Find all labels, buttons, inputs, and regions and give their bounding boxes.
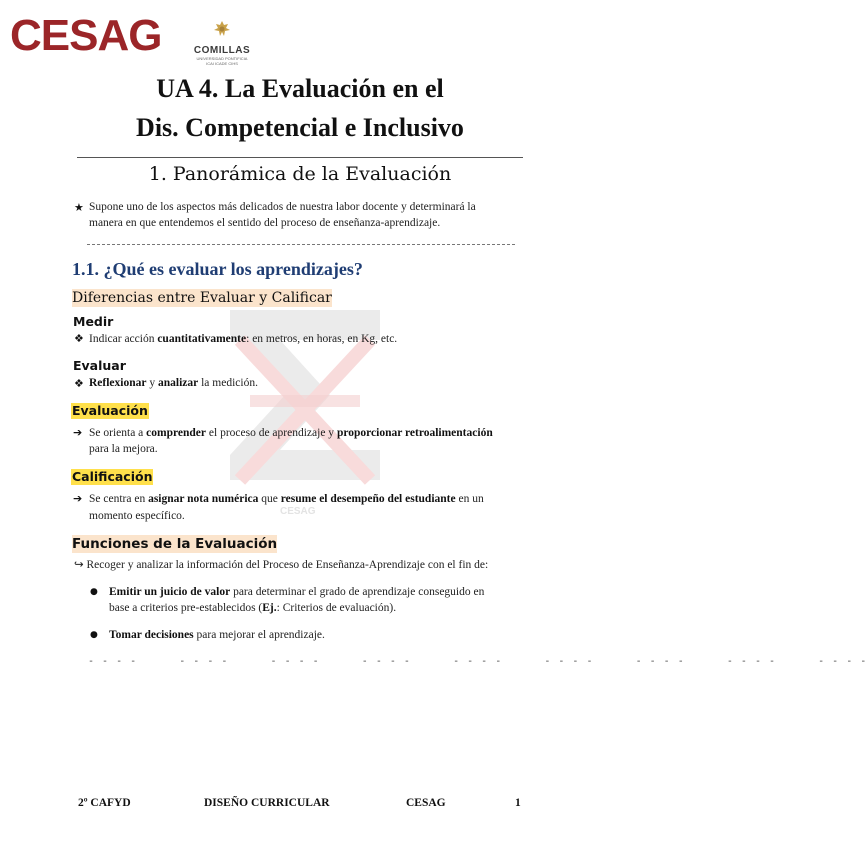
evaluacion-text-line2: para la mejora. — [89, 443, 158, 455]
funciones-item-2 — [109, 627, 325, 643]
page-number: 1 — [515, 797, 521, 809]
evaluar-text — [89, 375, 258, 391]
evaluacion-text-a: Se orienta a — [89, 427, 147, 439]
evaluar-text-d: la medición. — [198, 377, 258, 389]
section-1-1-heading: 1.1. ¿Qué es evaluar los aprendizajes? — [72, 259, 363, 279]
funciones-item-1-bold: Emitir un juicio de valor — [109, 586, 231, 598]
svg-text:CESAG: CESAG — [280, 506, 316, 517]
medir-title: Medir — [73, 314, 114, 329]
funciones-subheading: Funciones de la Evaluación — [72, 536, 278, 552]
title-divider — [77, 157, 523, 158]
comillas-logo — [192, 20, 252, 66]
page-title-line2: Dis. Competencial e Inclusivo — [136, 113, 464, 142]
funciones-item-2-bold: Tomar decisiones — [109, 629, 194, 641]
calificacion-text-line2: momento específico. — [89, 510, 185, 522]
hook-arrow-icon: ↪ — [74, 559, 84, 571]
evaluacion-title: Evaluación — [72, 403, 148, 418]
evaluar-text-b: y — [146, 377, 158, 389]
calificacion-text-bold-1: asignar nota numérica — [148, 493, 259, 505]
comillas-subtitle-2: ICAI ICADE CIHS — [206, 61, 238, 66]
footer-institution: CESAG — [406, 797, 446, 809]
calificacion-title: Calificación — [72, 469, 153, 484]
round-bullet-icon: ● — [90, 587, 98, 597]
round-bullet-icon: ● — [90, 630, 98, 640]
evaluacion-text-c: el proceso de aprendizaje y — [206, 427, 337, 439]
evaluacion-text-bold-2: proporcionar retroalimentación — [336, 427, 493, 439]
intro-paragraph-line2: manera en que entendemos el sentido del proceso de enseñanza-aprendizaje. — [89, 217, 441, 229]
funciones-intro — [74, 557, 488, 573]
medir-text-a: Indicar acción — [89, 333, 158, 345]
medir-text-c: : en metros, en horas, en Kg, etc. — [246, 333, 398, 345]
funciones-item-1-line1 — [109, 584, 484, 600]
intro-paragraph-line1: Supone uno de los aspectos más delicados de nuestra labor docente y determinará la — [89, 201, 476, 213]
comillas-name: COMILLAS — [193, 45, 251, 56]
cesag-logo: CESAG — [10, 11, 162, 60]
calificacion-text-bold-2: resume el desempeño del estudiante — [280, 493, 456, 505]
evaluar-text-bold-2: analizar — [157, 377, 199, 389]
arrow-bullet-icon: ➔ — [73, 492, 83, 505]
footer-subject: DISEÑO CURRICULAR — [204, 797, 330, 809]
footer-course: 2º CAFYD — [78, 797, 131, 809]
page-title-line1: UA 4. La Evaluación en el — [156, 74, 444, 103]
calificacion-text-c: que — [258, 493, 281, 505]
diamond-bullet-icon: ❖ — [74, 332, 84, 345]
medir-text-bold: cuantitativamente — [157, 333, 247, 345]
medir-text — [89, 331, 397, 347]
comillas-crest-icon — [211, 20, 233, 38]
calificacion-text-a: Se centra en — [89, 493, 149, 505]
funciones-intro-text: Recoger y analizar la información del Proceso de Enseñanza-Aprendizaje con el fin de: — [86, 559, 489, 571]
calificacion-text-e: en un — [455, 493, 484, 505]
dashed-separator: - - - - - - - - - - - - - - - - - - - - - - - - - - - - - - - - - - - - — [88, 656, 867, 667]
calificacion-text-line1 — [89, 491, 484, 507]
evaluacion-text-bold-1: comprender — [146, 427, 207, 439]
evaluar-text-bold-1: Reflexionar — [89, 377, 147, 389]
section-1-heading: 1. Panorámica de la Evaluación — [148, 163, 452, 185]
funciones-item-1-rest2c: : Criterios de evaluación). — [276, 602, 397, 614]
arrow-bullet-icon: ➔ — [73, 426, 83, 439]
funciones-item-1-line2 — [109, 600, 396, 616]
dashed-divider — [87, 244, 515, 245]
diamond-bullet-icon: ❖ — [74, 377, 84, 390]
evaluacion-text-line1 — [89, 425, 493, 441]
comillas-subtitle: UNIVERSIDAD PONTIFICIA — [196, 56, 248, 61]
funciones-item-1-rest2a: base a criterios pre-establecidos ( — [109, 602, 263, 614]
diferencias-subheading: Diferencias entre Evaluar y Calificar — [72, 290, 332, 306]
star-bullet-icon: ★ — [74, 201, 84, 214]
funciones-item-1-rest: para determinar el grado de aprendizaje conseguido en — [230, 586, 485, 598]
evaluar-title: Evaluar — [73, 358, 126, 373]
funciones-item-2-rest: para mejorar el aprendizaje. — [193, 629, 325, 641]
funciones-item-1-ej: Ej. — [262, 602, 277, 614]
